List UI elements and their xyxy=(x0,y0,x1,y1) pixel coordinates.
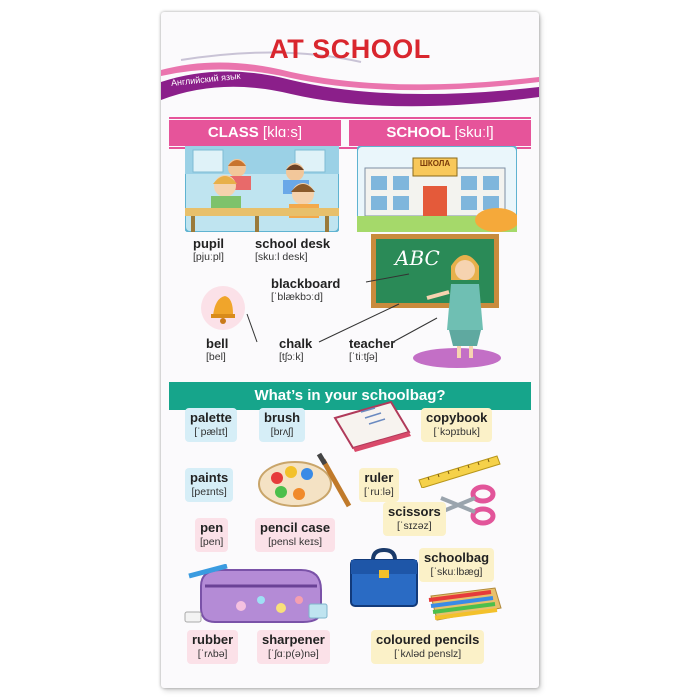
word-chalk: chalk xyxy=(279,336,313,351)
building-sign: ШКОЛА xyxy=(419,159,451,168)
word-pupil: pupil xyxy=(193,236,225,251)
word-rubber: rubber xyxy=(192,632,234,647)
transcription-pencil-case: [pensl keɪs] xyxy=(268,536,323,548)
label-copybook xyxy=(421,408,492,442)
word-school-desk: school desk xyxy=(255,236,331,251)
transcription-brush: [brʌʃ] xyxy=(270,426,294,438)
word-ruler: ruler xyxy=(364,470,394,485)
label-brush xyxy=(259,408,305,442)
transcription-coloured-pencils: [ˈkʌləd penslz] xyxy=(394,648,462,660)
schoolbag-header: What’s in your schoolbag? xyxy=(169,382,531,410)
label-sharpener xyxy=(257,630,330,664)
transcription-teacher: [ˈtiːtʃə] xyxy=(349,351,378,363)
word-brush: brush xyxy=(264,410,301,425)
transcription-school-desk: [skuːl desk] xyxy=(255,251,308,263)
copybook-icon xyxy=(331,398,413,452)
word-bell: bell xyxy=(206,336,229,351)
transcription-rubber: [ˈrʌbə] xyxy=(197,648,228,660)
word-blackboard: blackboard xyxy=(271,276,341,291)
blackboard-text: ABC xyxy=(395,246,440,270)
label-paints xyxy=(185,468,233,502)
transcription-bell: [bel] xyxy=(206,351,226,363)
word-coloured-pencils: coloured pencils xyxy=(376,632,480,647)
subtitle: Английский язык xyxy=(170,70,241,88)
paints-palette-icon xyxy=(257,450,357,510)
transcription-ruler: [ˈruːlə] xyxy=(364,486,394,498)
word-teacher: teacher xyxy=(349,336,396,351)
school-header-transcription: [skuːl] xyxy=(454,124,494,141)
transcription-pupil: [pjuːpl] xyxy=(193,251,224,263)
transcription-palette: [ˈpælɪt] xyxy=(194,426,228,438)
label-schoolbag xyxy=(419,548,494,582)
class-header-transcription: [klɑːs] xyxy=(262,124,303,141)
label-ruler xyxy=(359,468,399,502)
transcription-pen: [pen] xyxy=(200,536,224,548)
transcription-scissors: [ˈsɪzəz] xyxy=(397,520,432,532)
word-copybook: copybook xyxy=(426,410,488,425)
transcription-copybook: [ˈkɔpɪbuk] xyxy=(433,426,480,438)
poster-card xyxy=(161,12,539,688)
school-header-word: SCHOOL xyxy=(386,124,451,141)
transcription-chalk: [tʃɔːk] xyxy=(279,351,304,363)
transcription-schoolbag: [ˈskuːlbæg] xyxy=(430,566,483,578)
word-pen: pen xyxy=(200,520,224,535)
word-schoolbag: schoolbag xyxy=(424,550,490,565)
pencil-case-icon xyxy=(181,564,331,626)
scissors-icon xyxy=(437,482,497,528)
transcription-blackboard: [ˈblækbɔːd] xyxy=(271,291,323,303)
coloured-pencils-icon xyxy=(425,584,505,628)
page-title: AT SCHOOL xyxy=(269,34,431,64)
transcription-sharpener: [ˈʃɑːp(ə)nə] xyxy=(268,648,319,660)
word-paints: paints xyxy=(190,470,229,485)
label-rubber xyxy=(187,630,238,664)
schoolbag-icon xyxy=(347,548,421,610)
label-scissors xyxy=(383,502,446,536)
word-pencil-case: pencil case xyxy=(260,520,331,535)
transcription-paints: [peɪnts] xyxy=(191,486,227,498)
word-palette: palette xyxy=(190,410,232,425)
word-scissors: scissors xyxy=(388,504,441,519)
label-coloured-pencils xyxy=(371,630,484,664)
label-pencil-case xyxy=(255,518,335,552)
label-pen xyxy=(195,518,228,552)
label-palette xyxy=(185,408,237,442)
word-sharpener: sharpener xyxy=(262,632,325,647)
class-header-word: CLASS xyxy=(207,124,259,141)
